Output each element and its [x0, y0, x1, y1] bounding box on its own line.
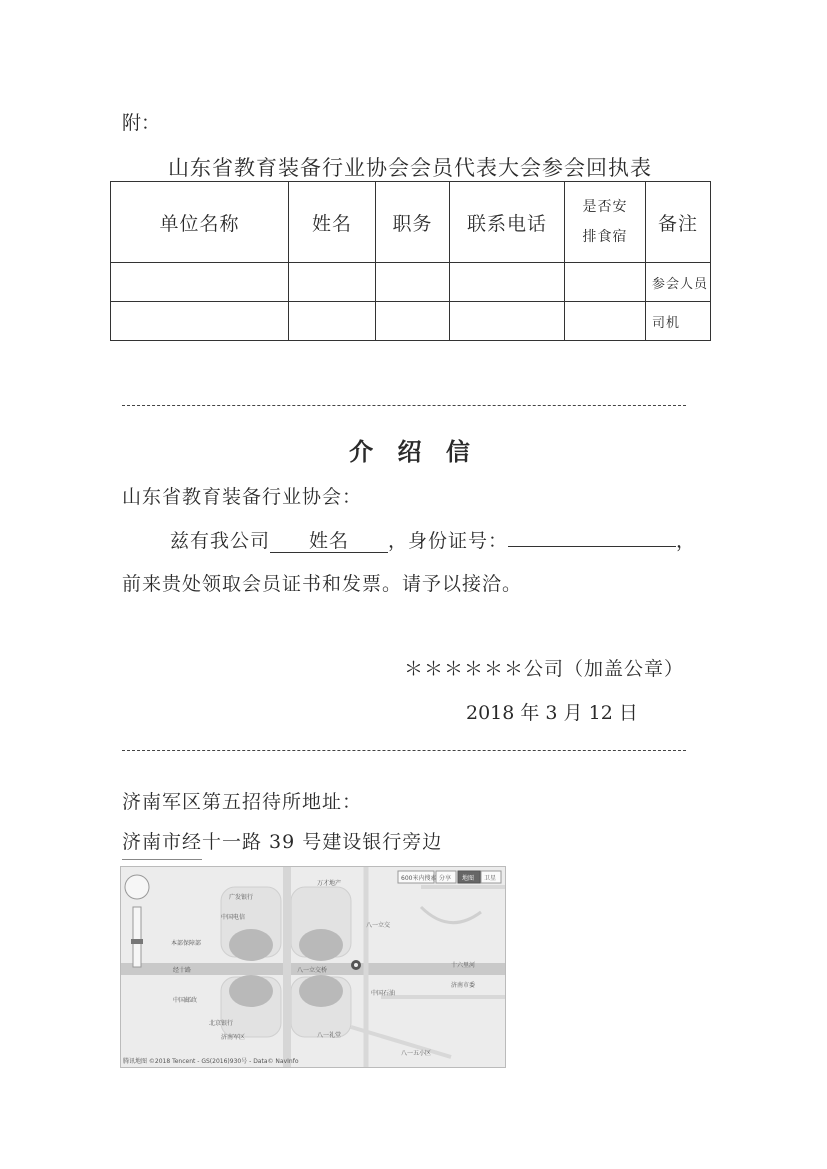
map-mode-satellite-button[interactable]: 卫星 — [484, 875, 497, 882]
header-meal — [565, 182, 646, 263]
letter-line1 — [170, 526, 696, 553]
map-label: 济南市委 — [451, 982, 476, 989]
map-share-button[interactable]: 分享 — [439, 875, 452, 882]
cell-meal[interactable] — [565, 263, 646, 302]
attachment-label: 附： — [122, 112, 161, 134]
letter-title: 介 绍 信 — [349, 437, 478, 466]
address-label: 济南军区第五招待所地址： — [122, 791, 363, 813]
cell-phone[interactable] — [450, 302, 565, 341]
map-canvas[interactable] — [121, 867, 505, 1067]
cell-position[interactable] — [376, 302, 450, 341]
map-label: 八一五小区 — [401, 1050, 432, 1057]
map-label: 北京银行 — [209, 1020, 234, 1027]
cell-note: 参会人员 — [646, 263, 711, 302]
map-label: 广发银行 — [229, 894, 254, 901]
map-search-button[interactable]: 600米内搜索 — [401, 875, 437, 882]
table-title: 山东省教育装备行业协会会员代表大会参会回执表 — [168, 156, 652, 180]
header-meal-line2: 排食宿 — [582, 229, 628, 245]
cell-unit[interactable] — [111, 263, 289, 302]
line1-prefix: 兹有我公司 — [170, 530, 271, 552]
company-signature: ＊＊＊＊＊＊公司（加盖公章） — [404, 658, 685, 680]
map-label: 万才地产 — [317, 880, 342, 887]
cell-unit[interactable] — [111, 302, 289, 341]
cell-note: 司机 — [646, 302, 711, 341]
cell-position[interactable] — [376, 263, 450, 302]
id-number-blank[interactable] — [508, 546, 676, 547]
cell-phone[interactable] — [450, 263, 565, 302]
letter-line2: 前来贵处领取会员证书和发票。请予以接洽。 — [122, 573, 523, 595]
cell-name[interactable] — [289, 302, 376, 341]
map-label: 济南军区 — [221, 1034, 246, 1041]
address-value: 济南市经十一路 39 号建设银行旁边 — [122, 831, 443, 853]
map-label: 中国石油 — [371, 990, 396, 997]
table-row — [111, 302, 711, 341]
letter-addressee: 山东省教育装备行业协会： — [122, 486, 363, 508]
map-label: 经十路 — [173, 967, 192, 974]
map-footer: 腾讯地图 ©2018 Tencent - GS(2016)930号 - Data© NavInfo — [123, 1058, 299, 1065]
name-blank[interactable]: 姓名 — [270, 530, 388, 553]
registration-table — [110, 181, 711, 341]
table-row — [111, 263, 711, 302]
location-map[interactable] — [120, 866, 506, 1068]
map-label: 八一立交桥 — [297, 967, 328, 974]
cell-meal[interactable] — [565, 302, 646, 341]
map-label: 本部保障部 — [171, 940, 202, 947]
map-label: 八一礼堂 — [317, 1032, 342, 1039]
header-unit: 单位名称 — [111, 182, 289, 263]
header-meal-line1: 是否安 — [582, 199, 628, 215]
cell-name[interactable] — [289, 263, 376, 302]
header-position: 职务 — [376, 182, 450, 263]
line1-suffix: ， — [676, 530, 697, 552]
table-header-row — [111, 182, 711, 263]
cut-line-top — [122, 405, 686, 406]
letter-date: 2018 年 3 月 12 日 — [466, 702, 638, 724]
address-underline — [122, 859, 202, 860]
header-name: 姓名 — [289, 182, 376, 263]
map-label: 中国电信 — [221, 914, 246, 921]
cut-line-bottom — [122, 750, 686, 751]
header-phone: 联系电话 — [450, 182, 565, 263]
line1-middle: ，身份证号： — [388, 530, 509, 552]
map-mode-map-button[interactable]: 地图 — [462, 875, 475, 882]
map-label: 十六里河 — [451, 962, 476, 969]
header-note: 备注 — [646, 182, 711, 263]
map-label: 八一立交 — [366, 922, 391, 929]
map-label: 中国邮政 — [173, 997, 198, 1004]
